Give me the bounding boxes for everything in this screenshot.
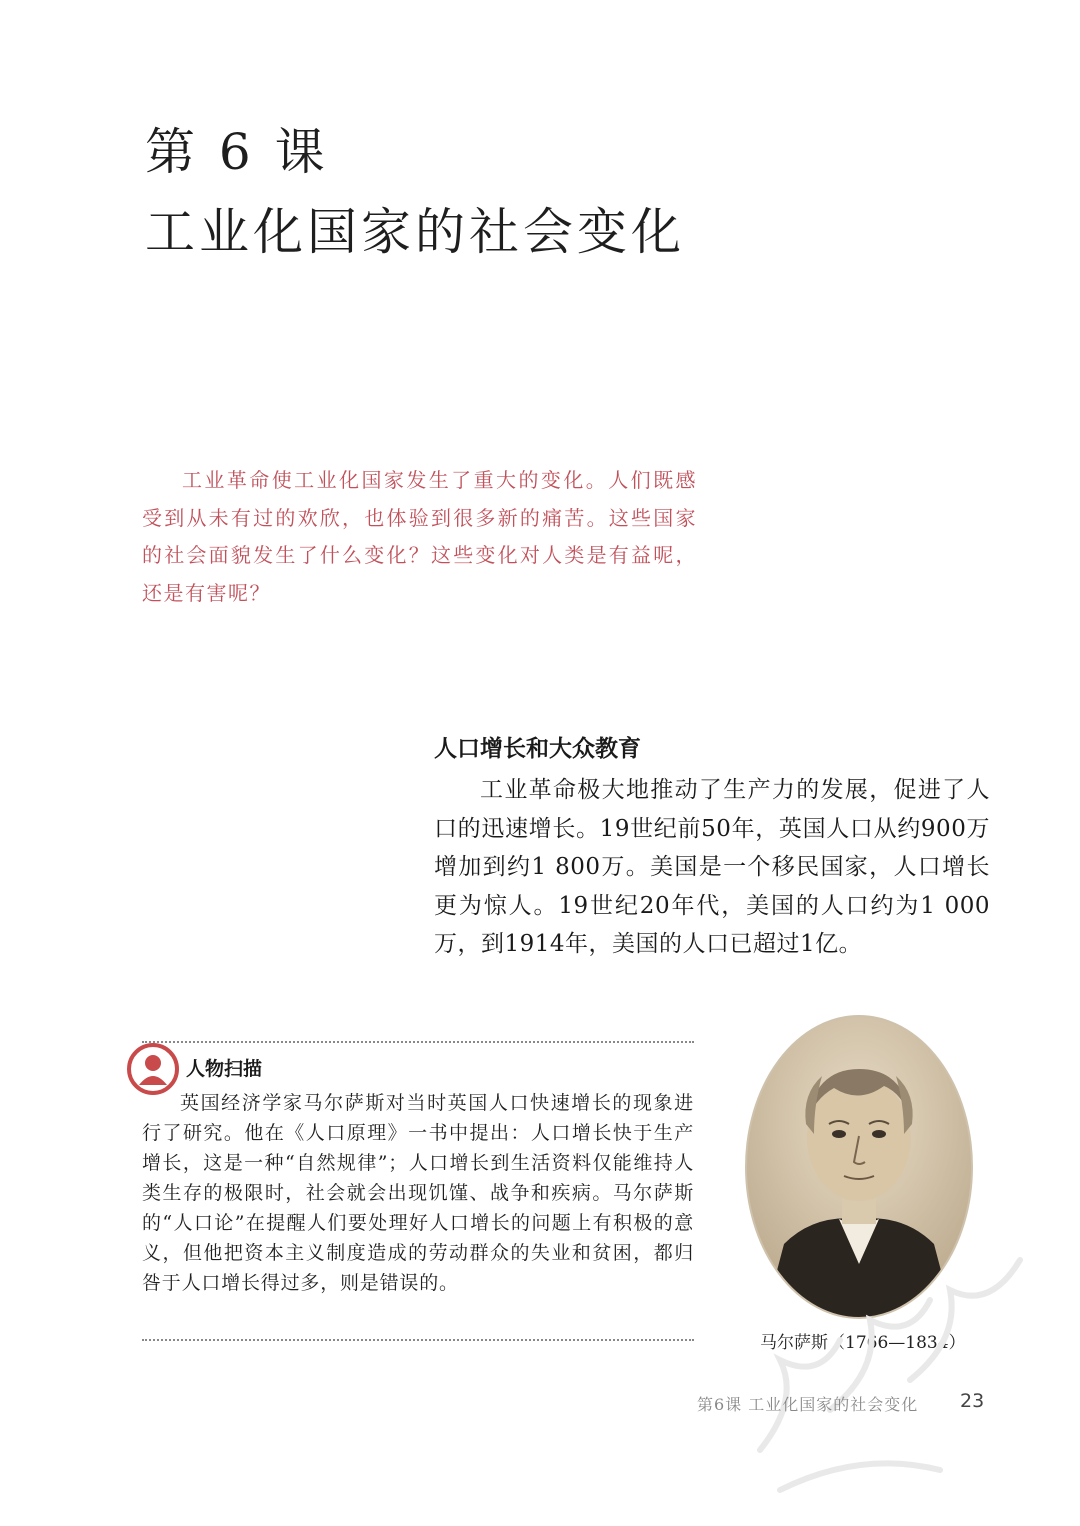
lesson-number: 第 6 课 [145, 123, 329, 181]
page-number: 23 [960, 1390, 985, 1412]
portrait-image [744, 1014, 974, 1320]
lesson-title: 工业化国家的社会变化 [145, 203, 685, 261]
running-footer: 第6课 工业化国家的社会变化 [697, 1395, 919, 1414]
sidebar-body: 英国经济学家马尔萨斯对当时英国人口快速增长的现象进行了研究。他在《人口原理》一书中提出：人口增长快于生产增长，这是一种“自然规律”；人口增长到生活资料仅能维持人类生存的极限时，社会就会出现饥馑、战争和疾病。马尔萨斯的“人口论”在提醒人们要处理好人口增长的问题上有积极的意义，但他把资本主义制度造成的劳动群众的失业和贫困，都归咎于人口增长得过多，则是错误的。 [142, 1092, 694, 1294]
section-body: 工业革命极大地推动了生产力的发展，促进了人口的迅速增长。19世纪前50年，英国人口从约900万增加到约1 800万。美国是一个移民国家，人口增长更为惊人。19世纪20年代，美国的人口约为1 000万，到1914年，美国的人口已超过1亿。 [434, 777, 990, 957]
sidebar-top-divider [142, 1041, 694, 1043]
intro-paragraph: 工业革命使工业化国家发生了重大的变化。人们既感受到从未有过的欢欣，也体验到很多新的痛苦。这些国家的社会面貌发生了什么变化？这些变化对人类是有益呢，还是有害呢？ [142, 468, 697, 605]
portrait-caption: 马尔萨斯（1766—1834） [760, 1333, 966, 1353]
sidebar-heading: 人物扫描 [186, 1058, 263, 1080]
sidebar-bottom-divider [142, 1339, 694, 1341]
section-heading: 人口增长和大众教育 [434, 736, 641, 762]
